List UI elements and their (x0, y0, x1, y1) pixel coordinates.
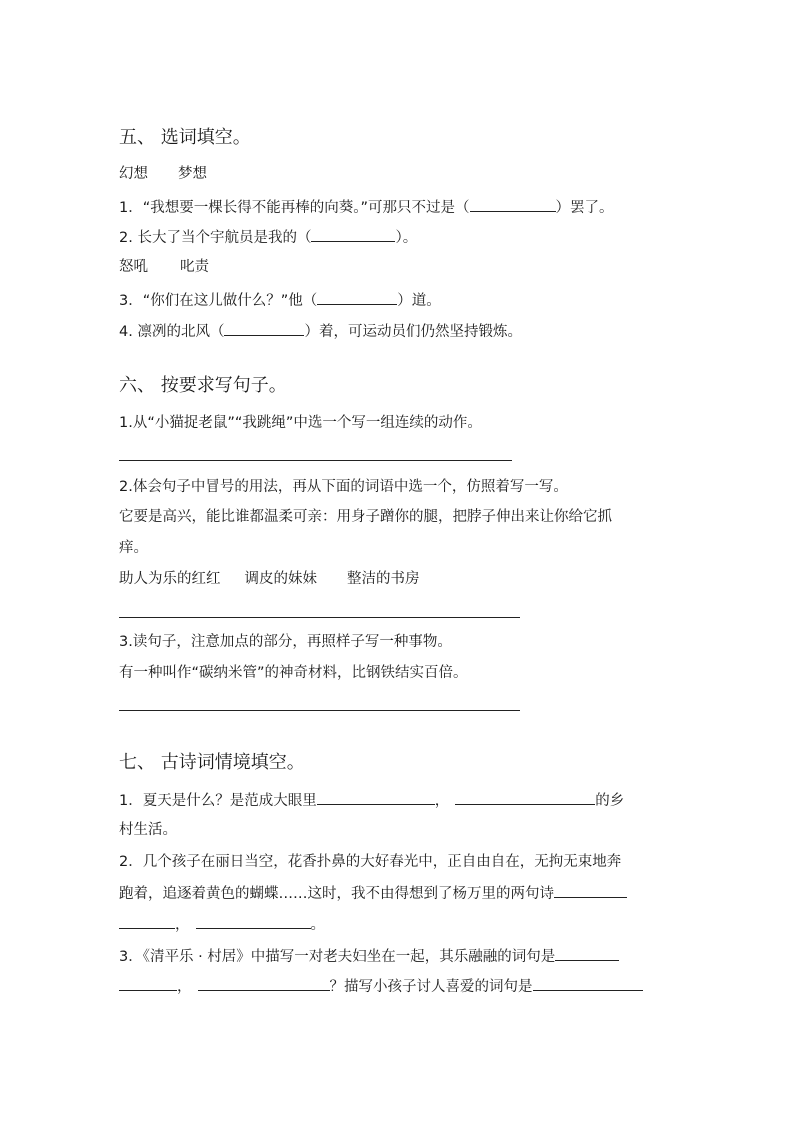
word-option: 助人为乐的红红 (119, 571, 221, 587)
answer-blank[interactable] (224, 320, 304, 336)
answer-blank[interactable] (455, 789, 595, 805)
answer-blank[interactable] (311, 226, 395, 242)
answer-line[interactable] (119, 617, 520, 618)
s7-question-1: 1．夏天是什么？是范成大眼里 ， 的乡 (119, 789, 624, 811)
s7-question-1-cont: 村生活。 (119, 822, 177, 838)
section-6-title: 六、 按要求写句子。 (119, 375, 287, 396)
word-option: 整洁的书房 (347, 571, 420, 587)
s7-question-2-line-3: ， 。 (119, 913, 325, 935)
word-choice: 怒吼 (119, 259, 148, 275)
s7-question-2-line-1: 2．几个孩子在丽日当空，花香扑鼻的大好春光中，正自由自在，无拘无束地奔 (119, 854, 622, 870)
word-choices-a (119, 164, 207, 184)
s6-question-3: 3.读句子，注意加点的部分，再照样子写一种事物。 (119, 634, 452, 650)
s7-question-2-line-2: 跑着，追逐着黄色的蝴蝶……这时，我不由得想到了杨万里的两句诗 (119, 882, 627, 904)
answer-blank[interactable] (119, 975, 177, 991)
s5-question-4: 4. 凛冽的北风（ ）着，可运动员们仍然坚持锻炼。 (119, 320, 522, 342)
answer-blank[interactable] (317, 289, 397, 305)
s5-question-2: 2. 长大了当个宇航员是我的（ ）。 (119, 226, 417, 248)
section-7-title: 七、 古诗词情境填空。 (119, 752, 305, 773)
section-5-title: 五、 选词填空。 (119, 127, 251, 148)
word-option: 调皮的妹妹 (244, 571, 317, 587)
s6-word-options (119, 569, 420, 589)
word-choice: 梦想 (178, 166, 207, 182)
answer-blank[interactable] (317, 789, 435, 805)
word-choices-b (119, 257, 209, 277)
word-choice: 叱责 (180, 259, 209, 275)
answer-blank[interactable] (198, 975, 330, 991)
s5-question-1: 1．“我想要一棵长得不能再棒的向葵。”可那只不过是（ ）罢了。 (119, 196, 614, 218)
s5-question-3: 3．“你们在这儿做什么？”他（ ）道。 (119, 289, 441, 311)
s6-example-line-1: 它要是高兴，能比谁都温柔可亲：用身子蹭你的腿，把脖子伸出来让你给它抓 (119, 509, 612, 525)
answer-blank[interactable] (555, 945, 619, 961)
s6-example-sentence: 有一种叫作“碳纳米管”的神奇材料，比钢铁结实百倍。 (119, 665, 468, 681)
answer-blank[interactable] (533, 975, 643, 991)
answer-blank[interactable] (196, 913, 311, 929)
answer-blank[interactable] (119, 913, 175, 929)
answer-blank[interactable] (470, 196, 556, 212)
s7-question-3-line-1: 3．《清平乐 · 村居》中描写一对老夫妇坐在一起，其乐融融的词句是 (119, 945, 619, 967)
answer-line[interactable] (119, 460, 512, 461)
answer-blank[interactable] (554, 882, 627, 898)
s7-question-3-line-2: ， ？描写小孩子讨人喜爱的词句是 (119, 975, 643, 997)
s6-question-2: 2.体会句子中冒号的用法，再从下面的词语中选一个，仿照着写一写。 (119, 479, 568, 495)
s6-example-line-2: 痒。 (119, 540, 148, 556)
word-choice: 幻想 (119, 166, 148, 182)
answer-line[interactable] (119, 710, 520, 711)
s6-question-1: 1.从“小猫捉老鼠”“我跳绳”中选一个写一组连续的动作。 (119, 415, 482, 431)
